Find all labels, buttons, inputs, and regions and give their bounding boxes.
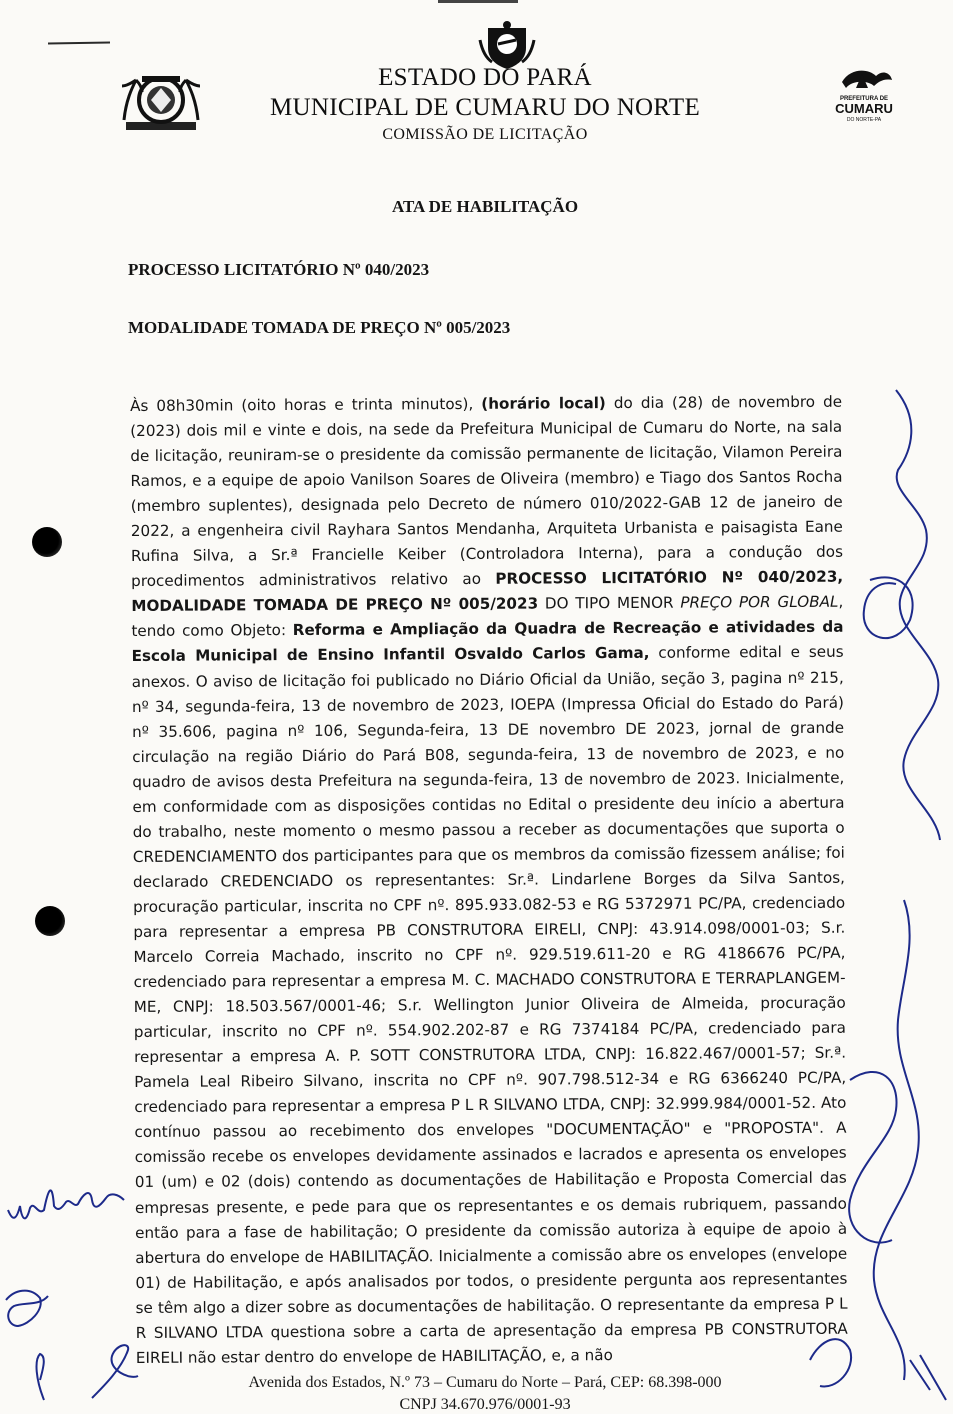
header-municipality: MUNICIPAL DE CUMARU DO NORTE [269,94,701,121]
municipal-seal-icon [120,70,202,136]
svg-text:PREFEITURA DE: PREFEITURA DE [839,96,889,102]
svg-text:DO NORTE-PA: DO NORTE-PA [846,117,882,123]
scan-mark [438,0,518,3]
footer-cnpj: CNPJ 34.670.976/0001-93 [399,1396,571,1413]
state-coat-of-arms-icon [478,20,536,70]
svg-text:CUMARU: CUMARU [835,101,893,116]
wellington-signature [0,1150,140,1408]
punch-hole [32,527,62,557]
header-commission: COMISSÃO DE LICITAÇÃO [382,126,588,143]
process-number: PROCESSO LICITATÓRIO Nº 040/2023 [128,260,430,279]
footer-address: Avenida dos Estados, N.º 73 – Cumaru do Norte – Pará, CEP: 68.398-000 [248,1374,722,1391]
pen-mark [48,41,110,44]
header-state: ESTADO DO PARÁ [378,64,592,91]
body-paragraph: Às 08h30min (oito horas e trinta minutos), (horário local) do dia (28) de novembro de (2023) dois mil e vinte e dois, na sede da Prefeitura Municipal de Cumaru do Norte, na sala de licitação, reuniram-se o presidente da comissão permanente de licitação, Vilamon Pereira Ramos, e a equipe de apoio Vanilson Soares de Oliveira (membro) e Tiago dos Santos Rocha (membro suplentes), designada pelo Decreto de número 010/2022-GAB 12 de janeiro de 2022, a engenheira civil Rayhara Santos Mendanha, Arquiteta Urbanista e paisagista Eane Rufina Silva, a Sr.ª Francielle Keiber (Controladora Interna), para a condução dos procedimentos administrativos relativo ao PROCESSO LICITATÓRIO Nº 040/2023, MODALIDADE TOMADA DE PREÇO Nº 005/2023 DO TIPO MENOR PREÇO POR GLOBAL, tendo como Objeto: Reforma e Ampliação da Quadra de Recreação e atividades da Escola Municipal de Ensino Infantil Osvaldo Carlos Gama, conforme edital e seus anexos. O aviso de licitação foi publicado no Diário Oficial da União, seção 3, pagina nº 215, nº 34, segunda-feira, 13 de novembro de 2023, IOEPA (Impressa Oficial do Estado do Pará) nº 35.606, pagina nº 106, Segunda-feira, 13 DE novembro DE 2023, jornal de grande circulação na região Diário do Pará B08, segunda-feira, 13 de novembro de 2023, e no quadro de avisos desta Prefeitura na segunda-feira, 13 de novembro de 2023. Inicialmente, em conformidade com as disposições contidas no Edital o presidente deu início a abertura do trabalho, neste momento o mesmo passou a receber as documentações que suporta o CREDENCIAMENTO dos participantes para que os membros da comissão fizessem análise; foi declarado CREDENCIADO os representantes: Sr.ª. Lindarlene Borges da Silva Santos, procuração particular, inscrita no CPF nº. 895.933.082-53 e RG 5372971 PC/PA, credenciado para representar a empresa PB CONSTRUTORA EIRELI, CNPJ: 43.914.098/0001-03; S.r. Marcelo Correia Machado, inscrito no CPF nº. 929.519.611-20 e RG 4186676 PC/PA, credenciado para representar a empresa M. C. MACHADO CONSTRUTORA E TERRAPLANGEM-ME, CNPJ: 18.503.567/0001-46; S.r. Wellington Junior Oliveira de Almeida, procuração particular, inscrito no CPF nº. 554.902.202-87 e RG 7374184 PC/PA, credenciado para representar a empresa A. P. SOTT CONSTRUTORA LTDA, CNPJ: 16.822.467/0001-57; Sr.ª. Pamela Leal Ribeiro Silvano, inscrita no CPF nº. 907.798.512-34 e RG 6366240 PC/PA, credenciado para representar a empresa P L R SILVANO LTDA, CNPJ: 32.999.984/0001-52. Ato contínuo passou ao recebimento dos envelopes "DOCUMENTAÇÃO" e "PROPOSTA". A comissão recebe os envelopes devidamente assinados e lacrados e apresenta os envelopes 01 (um) e 02 (dois) contendo as documentações de Habilitação e Proposta Comercial das empresas presente, e pede para que os representantes e os demais rubriquem, passando então para a fase de habilitação; O presidente da comissão autoriza à equipe de apoio à abertura do envelope de HABILITAÇÃO. Inicialmente a comissão abre os envelopes (envelope 01) de Habilitação, e após analisados por todos, o presidente pergunta aos representantes se têm algo a dizer sobre as documentações de habilitação. O representante da empresa P L R SILVANO LTDA questiona sobre a carta de apresentação da empresa PB CONSTRUTORA EIRELI não estar dentro do envelope de HABILITAÇÃO, e, a não [130,392,848,1367]
prefeitura-cumaru-logo-icon [828,64,900,124]
punch-hole [35,906,65,936]
document-title: ATA DE HABILITAÇÃO [391,197,579,216]
modality-number: MODALIDADE TOMADA DE PREÇO Nº 005/2023 [128,318,511,337]
